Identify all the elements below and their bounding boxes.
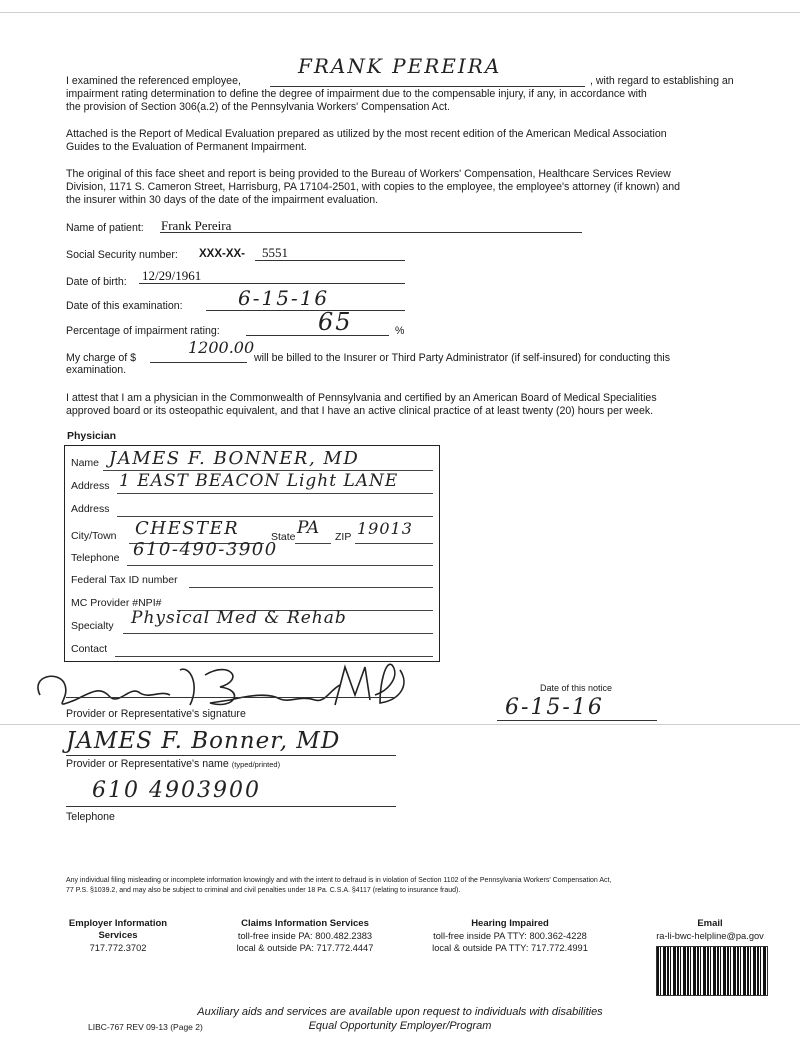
- intro-lead: I examined the referenced employee,: [66, 75, 241, 87]
- phys-address-label: Address: [71, 480, 110, 492]
- signature-label: Provider or Representative's signature: [66, 708, 246, 720]
- exam-date-label: Date of this examination:: [66, 300, 183, 312]
- footer-email: [640, 918, 780, 942]
- claims-line1: toll-free inside PA: 800.482.2383: [237, 931, 373, 941]
- printed-name-value: JAMES F. Bonner, MD: [66, 728, 341, 754]
- para2-line2: Guides to the Evaluation of Permanent Impairment.: [66, 141, 307, 153]
- employer-heading2: Services: [98, 930, 138, 941]
- aux-line2: Equal Opportunity Employer/Program: [308, 1020, 492, 1032]
- phys-specialty-line: [123, 633, 433, 634]
- claims-line2: local & outside PA: 717.772.4447: [236, 943, 374, 953]
- attest-line1: I attest that I am a physician in the Commonwealth of Pennsylvania and certified by an American Board of Medical Specialities: [66, 392, 657, 404]
- phys-zip-label: ZIP: [335, 531, 352, 543]
- phys-contact-label: Contact: [71, 643, 108, 655]
- para3-line2: Division, 1171 S. Cameron Street, Harrisburg, PA 17104-2501, with copies to the employee, the employee's attorney (if known) and: [66, 181, 681, 193]
- email-address[interactable]: ra-li-bwc-helpline@pa.gov: [656, 931, 764, 941]
- printed-name-label-wrap: [66, 758, 280, 771]
- ssn-prefix: XXX-XX-: [199, 248, 246, 260]
- physician-signature: [30, 655, 420, 715]
- phys-address-line: [117, 493, 433, 494]
- impairment-label: Percentage of impairment rating:: [66, 325, 220, 337]
- phys-name-label: Name: [71, 457, 100, 469]
- phys-phone-value: 610-490-3900: [133, 539, 278, 560]
- intro-line3: the provision of Section 306(a.2) of the Pennsylvania Workers' Compensation Act.: [66, 101, 450, 113]
- scan-fold-line: [0, 12, 800, 13]
- barcode: [656, 946, 768, 996]
- hearing-line2: local & outside PA TTY: 717.772.4991: [432, 943, 588, 953]
- employer-heading1: Employer Information: [68, 918, 168, 929]
- phys-city-label: City/Town: [71, 530, 117, 542]
- intro-line2: impairment rating determination to define the degree of impairment due to the compensable injury, if any, in accordance with: [66, 88, 647, 100]
- para2-line1: Attached is the Report of Medical Evaluation prepared as utilized by the most recent edition of the American Medical Association: [66, 128, 667, 140]
- printed-name-line: [66, 755, 396, 756]
- physician-heading: Physician: [67, 430, 117, 442]
- dob-value: 12/29/1961: [142, 268, 202, 283]
- notice-date-value: 6-15-16: [505, 695, 604, 720]
- employee-name-handwritten: FRANK PEREIRA: [298, 54, 502, 78]
- phys-phone-line: [127, 565, 433, 566]
- phys-city-value: CHESTER: [135, 518, 240, 539]
- footer-employer: [58, 918, 178, 954]
- physician-box: [64, 445, 440, 662]
- employer-phone: 717.772.3702: [89, 943, 147, 953]
- phys-specialty-value: Physical Med & Rehab: [131, 608, 347, 628]
- signature-line: [66, 697, 396, 698]
- phys-zip-value: 19013: [357, 519, 413, 538]
- printed-name-label: Provider or Representative's name: [66, 758, 229, 770]
- email-heading: Email: [697, 918, 723, 929]
- fraud-line2: 77 P.S. §1039.2, and may also be subject to criminal and civil penalties under 18 Pa. C.S.A. §4117 (relating to insurance fraud).: [66, 887, 461, 894]
- aux-line1: Auxiliary aids and services are available upon request to individuals with disabilities: [197, 1006, 603, 1018]
- para3-line1: The original of this face sheet and report is being provided to the Bureau of Workers' Compensation, Healthcare Services Review: [66, 168, 671, 180]
- phys-address-value: 1 EAST BEACON Light LANE: [119, 471, 399, 491]
- charge-tail: will be billed to the Insurer or Third Party Administrator (if self-insured) for conducting this: [254, 352, 671, 364]
- phys-taxid-label: Federal Tax ID number: [71, 574, 178, 586]
- scan-fold-line: [0, 724, 800, 725]
- footer-claims: [215, 918, 395, 954]
- phys-address2-line: [117, 516, 433, 517]
- impairment-unit: %: [395, 325, 405, 337]
- phys-npi-label: MC Provider #NPI#: [71, 597, 162, 609]
- phys-taxid-line: [189, 587, 433, 588]
- notice-date-label: Date of this notice: [540, 683, 613, 693]
- phys-state-value: PA: [297, 518, 320, 538]
- ssn-value: 5551: [262, 245, 288, 260]
- intro-tail: , with regard to establishing an: [590, 75, 734, 87]
- phys-address2-label: Address: [71, 503, 110, 515]
- para3-line3: the insurer within 30 days of the date of the impairment evaluation.: [66, 194, 379, 206]
- phys-state-label: State: [271, 531, 296, 543]
- phys-state-line: [295, 543, 331, 544]
- patient-value: Frank Pereira: [161, 218, 232, 233]
- signer-phone-line: [66, 806, 396, 807]
- hearing-line1: toll-free inside PA TTY: 800.362-4228: [433, 931, 587, 941]
- signer-phone-value: 610 4903900: [92, 778, 261, 803]
- fraud-line1: Any individual filing misleading or incomplete information knowingly and with the intent to defraud is in violation of Section 1102 of the Pennsylvania Workers' Compensation Act,: [66, 877, 612, 884]
- claims-heading: Claims Information Services: [241, 918, 369, 929]
- exam-date-value: 6-15-16: [238, 286, 330, 310]
- attest-line2: approved board or its osteopathic equivalent, and that I have an active clinical practice of at least twenty (20) hours per week.: [66, 405, 654, 417]
- charge-tail2: examination.: [66, 364, 127, 376]
- phys-zip-line: [355, 543, 433, 544]
- dob-label: Date of birth:: [66, 276, 127, 288]
- footer-hearing: [415, 918, 605, 954]
- printed-name-suffix: (typed/printed): [231, 760, 281, 769]
- hearing-heading: Hearing Impaired: [471, 918, 549, 929]
- patient-label: Name of patient:: [66, 222, 144, 234]
- phys-specialty-label: Specialty: [71, 620, 114, 632]
- form-id: LIBC-767 REV 09-13 (Page 2): [88, 1022, 203, 1032]
- ssn-label: Social Security number:: [66, 249, 178, 261]
- phys-name-value: JAMES F. BONNER, MD: [109, 448, 360, 469]
- signer-phone-label: Telephone: [66, 811, 115, 823]
- charge-label: My charge of $: [66, 352, 137, 364]
- phys-phone-label: Telephone: [71, 552, 120, 564]
- charge-value: 1200.00: [188, 338, 255, 357]
- impairment-value: 65: [318, 308, 353, 336]
- notice-date-line: [497, 720, 657, 721]
